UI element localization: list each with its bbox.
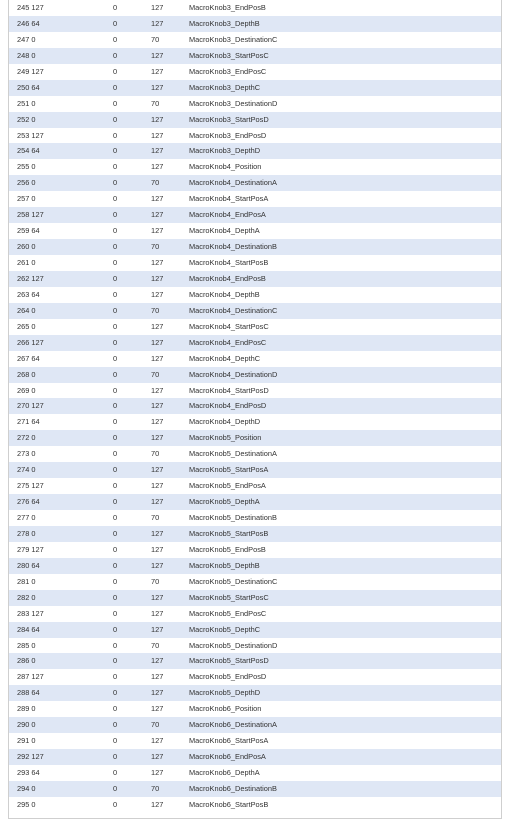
max-value-cell: 127 bbox=[151, 162, 164, 172]
cc-value-cell: 255 0 bbox=[17, 162, 36, 172]
cc-value-cell: 251 0 bbox=[17, 98, 36, 108]
max-value-cell: 127 bbox=[151, 465, 164, 475]
cc-value-cell: 276 64 bbox=[17, 497, 40, 507]
cc-value-cell: 277 0 bbox=[17, 513, 36, 522]
table-row bbox=[9, 414, 501, 430]
table-row bbox=[9, 303, 501, 319]
max-value-cell: 127 bbox=[151, 3, 164, 12]
parameter-name-cell: MacroKnob5_DestinationA bbox=[189, 449, 277, 459]
max-value-cell: 127 bbox=[151, 768, 164, 777]
min-value-cell: 0 bbox=[113, 449, 118, 459]
max-value-cell: 70 bbox=[151, 783, 160, 793]
table-row bbox=[9, 574, 501, 590]
table-row bbox=[9, 446, 501, 462]
cc-value-cell: 284 64 bbox=[17, 624, 40, 634]
max-value-cell: 127 bbox=[151, 226, 164, 236]
cc-value-cell: 273 0 bbox=[17, 449, 36, 459]
table-row bbox=[9, 510, 501, 526]
max-value-cell: 70 bbox=[151, 305, 160, 315]
min-value-cell: 0 bbox=[113, 783, 118, 793]
table-row bbox=[9, 398, 501, 414]
max-value-cell: 127 bbox=[151, 752, 164, 762]
parameter-name-cell: MacroKnob4_EndPosB bbox=[189, 273, 266, 283]
table-row bbox=[9, 669, 501, 685]
cc-value-cell: 249 127 bbox=[17, 66, 44, 76]
parameter-name-cell: MacroKnob3_DepthC bbox=[189, 82, 261, 92]
parameter-name-cell: MacroKnob6_StartPosB bbox=[189, 799, 269, 809]
parameter-name-cell: MacroKnob4_DestinationC bbox=[189, 305, 278, 315]
min-value-cell: 0 bbox=[113, 289, 118, 299]
cc-value-cell: 257 0 bbox=[17, 194, 36, 204]
cc-value-cell: 290 0 bbox=[17, 720, 36, 730]
min-value-cell: 0 bbox=[113, 656, 118, 666]
parameter-name-cell: MacroKnob4_EndPosA bbox=[189, 210, 266, 220]
cc-value-cell: 245 127 bbox=[17, 3, 44, 12]
cc-value-cell: 292 127 bbox=[17, 752, 44, 762]
max-value-cell: 127 bbox=[151, 528, 164, 538]
max-value-cell: 127 bbox=[151, 337, 164, 347]
table-row bbox=[9, 494, 501, 510]
table-row bbox=[9, 638, 501, 654]
min-value-cell: 0 bbox=[113, 528, 118, 538]
table-row bbox=[9, 765, 501, 781]
parameter-name-cell: MacroKnob6_StartPosA bbox=[189, 736, 269, 746]
max-value-cell: 127 bbox=[151, 672, 164, 682]
table-row bbox=[9, 32, 501, 48]
parameter-name-cell: MacroKnob4_StartPosC bbox=[189, 321, 269, 331]
parameter-name-cell: MacroKnob4_StartPosD bbox=[189, 385, 269, 395]
max-value-cell: 127 bbox=[151, 401, 164, 411]
min-value-cell: 0 bbox=[113, 353, 118, 363]
table-row bbox=[9, 335, 501, 351]
table-row bbox=[9, 239, 501, 255]
min-value-cell: 0 bbox=[113, 608, 118, 618]
cc-value-cell: 254 64 bbox=[17, 146, 40, 156]
table-row bbox=[9, 48, 501, 64]
parameter-name-cell: MacroKnob5_DepthA bbox=[189, 497, 260, 507]
max-value-cell: 127 bbox=[151, 82, 164, 92]
cc-value-cell: 287 127 bbox=[17, 672, 44, 682]
table-row bbox=[9, 0, 501, 16]
cc-value-cell: 294 0 bbox=[17, 783, 36, 793]
max-value-cell: 127 bbox=[151, 560, 164, 570]
table-row bbox=[9, 478, 501, 494]
min-value-cell: 0 bbox=[113, 50, 118, 60]
table-row bbox=[9, 80, 501, 96]
cc-value-cell: 247 0 bbox=[17, 34, 36, 44]
parameter-name-cell: MacroKnob5_DestinationC bbox=[189, 576, 278, 586]
min-value-cell: 0 bbox=[113, 688, 118, 698]
parameter-name-cell: MacroKnob5_StartPosB bbox=[189, 528, 269, 538]
max-value-cell: 127 bbox=[151, 258, 164, 267]
parameter-name-cell: MacroKnob5_DepthD bbox=[189, 688, 261, 698]
max-value-cell: 70 bbox=[151, 178, 160, 188]
cc-value-cell: 283 127 bbox=[17, 608, 44, 618]
cc-value-cell: 268 0 bbox=[17, 369, 36, 379]
max-value-cell: 127 bbox=[151, 736, 164, 746]
parameter-name-cell: MacroKnob4_DepthA bbox=[189, 226, 260, 236]
table-row bbox=[9, 733, 501, 749]
max-value-cell: 127 bbox=[151, 544, 164, 554]
cc-value-cell: 286 0 bbox=[17, 656, 36, 666]
min-value-cell: 0 bbox=[113, 672, 118, 682]
min-value-cell: 0 bbox=[113, 98, 118, 108]
max-value-cell: 70 bbox=[151, 640, 160, 650]
parameter-table bbox=[8, 0, 502, 819]
table-row bbox=[9, 319, 501, 335]
cc-value-cell: 256 0 bbox=[17, 178, 36, 188]
cc-value-cell: 265 0 bbox=[17, 321, 36, 331]
table-row bbox=[9, 622, 501, 638]
max-value-cell: 70 bbox=[151, 720, 160, 730]
parameter-name-cell: MacroKnob5_DestinationD bbox=[189, 640, 278, 650]
parameter-name-cell: MacroKnob6_EndPosA bbox=[189, 752, 266, 762]
parameter-name-cell: MacroKnob5_EndPosD bbox=[189, 672, 267, 682]
min-value-cell: 0 bbox=[113, 736, 118, 746]
cc-value-cell: 280 64 bbox=[17, 560, 40, 570]
parameter-name-cell: MacroKnob5_Position bbox=[189, 433, 262, 443]
min-value-cell: 0 bbox=[113, 258, 118, 267]
cc-value-cell: 272 0 bbox=[17, 433, 36, 443]
table-row bbox=[9, 287, 501, 303]
cc-value-cell: 278 0 bbox=[17, 528, 36, 538]
cc-value-cell: 258 127 bbox=[17, 210, 44, 220]
parameter-name-cell: MacroKnob6_DestinationA bbox=[189, 720, 277, 730]
max-value-cell: 127 bbox=[151, 799, 164, 809]
min-value-cell: 0 bbox=[113, 146, 118, 156]
table-row bbox=[9, 797, 501, 813]
table-row bbox=[9, 175, 501, 191]
table-row bbox=[9, 271, 501, 287]
min-value-cell: 0 bbox=[113, 465, 118, 475]
table-row bbox=[9, 717, 501, 733]
parameter-name-cell: MacroKnob4_DestinationA bbox=[189, 178, 277, 188]
max-value-cell: 70 bbox=[151, 34, 160, 44]
max-value-cell: 127 bbox=[151, 66, 164, 76]
parameter-name-cell: MacroKnob5_EndPosA bbox=[189, 481, 266, 491]
max-value-cell: 127 bbox=[151, 289, 164, 299]
max-value-cell: 127 bbox=[151, 385, 164, 395]
parameter-name-cell: MacroKnob5_DepthC bbox=[189, 624, 261, 634]
min-value-cell: 0 bbox=[113, 226, 118, 236]
parameter-name-cell: MacroKnob6_Position bbox=[189, 704, 262, 714]
cc-value-cell: 288 64 bbox=[17, 688, 40, 698]
table-row bbox=[9, 526, 501, 542]
table-row bbox=[9, 653, 501, 669]
parameter-name-cell: MacroKnob5_EndPosB bbox=[189, 544, 266, 554]
max-value-cell: 127 bbox=[151, 130, 164, 140]
table-row bbox=[9, 749, 501, 765]
max-value-cell: 127 bbox=[151, 656, 164, 666]
min-value-cell: 0 bbox=[113, 513, 118, 522]
max-value-cell: 127 bbox=[151, 433, 164, 443]
max-value-cell: 127 bbox=[151, 688, 164, 698]
table-row bbox=[9, 223, 501, 239]
table-row bbox=[9, 701, 501, 717]
max-value-cell: 127 bbox=[151, 50, 164, 60]
parameter-name-cell: MacroKnob3_EndPosC bbox=[189, 66, 267, 76]
parameter-name-cell: MacroKnob3_DestinationC bbox=[189, 34, 278, 44]
parameter-name-cell: MacroKnob5_StartPosD bbox=[189, 656, 269, 666]
cc-value-cell: 275 127 bbox=[17, 481, 44, 491]
max-value-cell: 70 bbox=[151, 98, 160, 108]
table-row bbox=[9, 781, 501, 797]
cc-value-cell: 270 127 bbox=[17, 401, 44, 411]
max-value-cell: 127 bbox=[151, 146, 164, 156]
parameter-name-cell: MacroKnob4_DepthD bbox=[189, 417, 261, 427]
cc-value-cell: 264 0 bbox=[17, 305, 36, 315]
cc-value-cell: 259 64 bbox=[17, 226, 40, 236]
table-row bbox=[9, 558, 501, 574]
min-value-cell: 0 bbox=[113, 385, 118, 395]
min-value-cell: 0 bbox=[113, 417, 118, 427]
min-value-cell: 0 bbox=[113, 130, 118, 140]
max-value-cell: 127 bbox=[151, 704, 164, 714]
parameter-name-cell: MacroKnob3_DepthB bbox=[189, 18, 260, 28]
table-row bbox=[9, 383, 501, 399]
min-value-cell: 0 bbox=[113, 624, 118, 634]
max-value-cell: 127 bbox=[151, 194, 164, 204]
max-value-cell: 70 bbox=[151, 242, 160, 252]
parameter-name-cell: MacroKnob5_DepthB bbox=[189, 560, 260, 570]
min-value-cell: 0 bbox=[113, 401, 118, 411]
cc-value-cell: 266 127 bbox=[17, 337, 44, 347]
max-value-cell: 70 bbox=[151, 449, 160, 459]
cc-value-cell: 246 64 bbox=[17, 18, 40, 28]
parameter-name-cell: MacroKnob4_DestinationD bbox=[189, 369, 278, 379]
table-row bbox=[9, 255, 501, 271]
table-row bbox=[9, 207, 501, 223]
min-value-cell: 0 bbox=[113, 114, 118, 124]
cc-value-cell: 279 127 bbox=[17, 544, 44, 554]
min-value-cell: 0 bbox=[113, 337, 118, 347]
min-value-cell: 0 bbox=[113, 433, 118, 443]
parameter-name-cell: MacroKnob5_EndPosC bbox=[189, 608, 267, 618]
parameter-name-cell: MacroKnob4_EndPosC bbox=[189, 337, 267, 347]
min-value-cell: 0 bbox=[113, 481, 118, 491]
parameter-name-cell: MacroKnob3_StartPosD bbox=[189, 114, 269, 124]
parameter-name-cell: MacroKnob6_DestinationB bbox=[189, 783, 277, 793]
min-value-cell: 0 bbox=[113, 752, 118, 762]
parameter-name-cell: MacroKnob3_StartPosC bbox=[189, 50, 269, 60]
parameter-name-cell: MacroKnob4_DepthB bbox=[189, 289, 260, 299]
max-value-cell: 127 bbox=[151, 18, 164, 28]
min-value-cell: 0 bbox=[113, 720, 118, 730]
min-value-cell: 0 bbox=[113, 799, 118, 809]
max-value-cell: 70 bbox=[151, 513, 160, 522]
min-value-cell: 0 bbox=[113, 34, 118, 44]
min-value-cell: 0 bbox=[113, 82, 118, 92]
cc-value-cell: 269 0 bbox=[17, 385, 36, 395]
table-row bbox=[9, 430, 501, 446]
max-value-cell: 127 bbox=[151, 592, 164, 602]
parameter-name-cell: MacroKnob6_DepthA bbox=[189, 768, 260, 777]
table-row bbox=[9, 143, 501, 159]
cc-value-cell: 271 64 bbox=[17, 417, 40, 427]
table-row bbox=[9, 351, 501, 367]
table-row bbox=[9, 367, 501, 383]
parameter-name-cell: MacroKnob4_Position bbox=[189, 162, 262, 172]
table-row bbox=[9, 590, 501, 606]
parameter-name-cell: MacroKnob3_EndPosD bbox=[189, 130, 267, 140]
parameter-name-cell: MacroKnob4_DestinationB bbox=[189, 242, 277, 252]
max-value-cell: 127 bbox=[151, 353, 164, 363]
max-value-cell: 70 bbox=[151, 576, 160, 586]
cc-value-cell: 267 64 bbox=[17, 353, 40, 363]
min-value-cell: 0 bbox=[113, 194, 118, 204]
table-row bbox=[9, 16, 501, 32]
parameter-name-cell: MacroKnob3_DepthD bbox=[189, 146, 261, 156]
table-row bbox=[9, 112, 501, 128]
cc-value-cell: 262 127 bbox=[17, 273, 44, 283]
parameter-name-cell: MacroKnob4_StartPosB bbox=[189, 258, 269, 267]
parameter-name-cell: MacroKnob5_StartPosA bbox=[189, 465, 269, 475]
table-row bbox=[9, 542, 501, 558]
max-value-cell: 70 bbox=[151, 369, 160, 379]
min-value-cell: 0 bbox=[113, 560, 118, 570]
parameter-name-cell: MacroKnob5_StartPosC bbox=[189, 592, 269, 602]
min-value-cell: 0 bbox=[113, 640, 118, 650]
cc-value-cell: 291 0 bbox=[17, 736, 36, 746]
min-value-cell: 0 bbox=[113, 162, 118, 172]
max-value-cell: 127 bbox=[151, 321, 164, 331]
parameter-name-cell: MacroKnob4_DepthC bbox=[189, 353, 261, 363]
min-value-cell: 0 bbox=[113, 544, 118, 554]
min-value-cell: 0 bbox=[113, 576, 118, 586]
cc-value-cell: 274 0 bbox=[17, 465, 36, 475]
cc-value-cell: 281 0 bbox=[17, 576, 36, 586]
cc-value-cell: 282 0 bbox=[17, 592, 36, 602]
max-value-cell: 127 bbox=[151, 497, 164, 507]
min-value-cell: 0 bbox=[113, 497, 118, 507]
parameter-name-cell: MacroKnob5_DestinationB bbox=[189, 513, 277, 522]
parameter-name-cell: MacroKnob3_EndPosB bbox=[189, 3, 266, 12]
table-row bbox=[9, 606, 501, 622]
cc-value-cell: 295 0 bbox=[17, 799, 36, 809]
parameter-name-cell: MacroKnob4_StartPosA bbox=[189, 194, 269, 204]
min-value-cell: 0 bbox=[113, 768, 118, 777]
table-row bbox=[9, 64, 501, 80]
cc-value-cell: 260 0 bbox=[17, 242, 36, 252]
parameter-name-cell: MacroKnob3_DestinationD bbox=[189, 98, 278, 108]
min-value-cell: 0 bbox=[113, 66, 118, 76]
min-value-cell: 0 bbox=[113, 18, 118, 28]
max-value-cell: 127 bbox=[151, 273, 164, 283]
parameter-name-cell: MacroKnob4_EndPosD bbox=[189, 401, 267, 411]
table-row bbox=[9, 128, 501, 144]
table-row bbox=[9, 159, 501, 175]
max-value-cell: 127 bbox=[151, 624, 164, 634]
table-row bbox=[9, 685, 501, 701]
cc-value-cell: 253 127 bbox=[17, 130, 44, 140]
max-value-cell: 127 bbox=[151, 608, 164, 618]
max-value-cell: 127 bbox=[151, 210, 164, 220]
table-row bbox=[9, 96, 501, 112]
cc-value-cell: 285 0 bbox=[17, 640, 36, 650]
max-value-cell: 127 bbox=[151, 481, 164, 491]
min-value-cell: 0 bbox=[113, 210, 118, 220]
max-value-cell: 127 bbox=[151, 417, 164, 427]
table-row bbox=[9, 191, 501, 207]
cc-value-cell: 289 0 bbox=[17, 704, 36, 714]
cc-value-cell: 293 64 bbox=[17, 768, 40, 777]
cc-value-cell: 250 64 bbox=[17, 82, 40, 92]
max-value-cell: 127 bbox=[151, 114, 164, 124]
min-value-cell: 0 bbox=[113, 369, 118, 379]
table-row bbox=[9, 462, 501, 478]
min-value-cell: 0 bbox=[113, 3, 118, 12]
min-value-cell: 0 bbox=[113, 305, 118, 315]
min-value-cell: 0 bbox=[113, 592, 118, 602]
cc-value-cell: 261 0 bbox=[17, 258, 36, 267]
min-value-cell: 0 bbox=[113, 273, 118, 283]
cc-value-cell: 248 0 bbox=[17, 50, 36, 60]
min-value-cell: 0 bbox=[113, 242, 118, 252]
cc-value-cell: 252 0 bbox=[17, 114, 36, 124]
min-value-cell: 0 bbox=[113, 178, 118, 188]
min-value-cell: 0 bbox=[113, 704, 118, 714]
cc-value-cell: 263 64 bbox=[17, 289, 40, 299]
min-value-cell: 0 bbox=[113, 321, 118, 331]
